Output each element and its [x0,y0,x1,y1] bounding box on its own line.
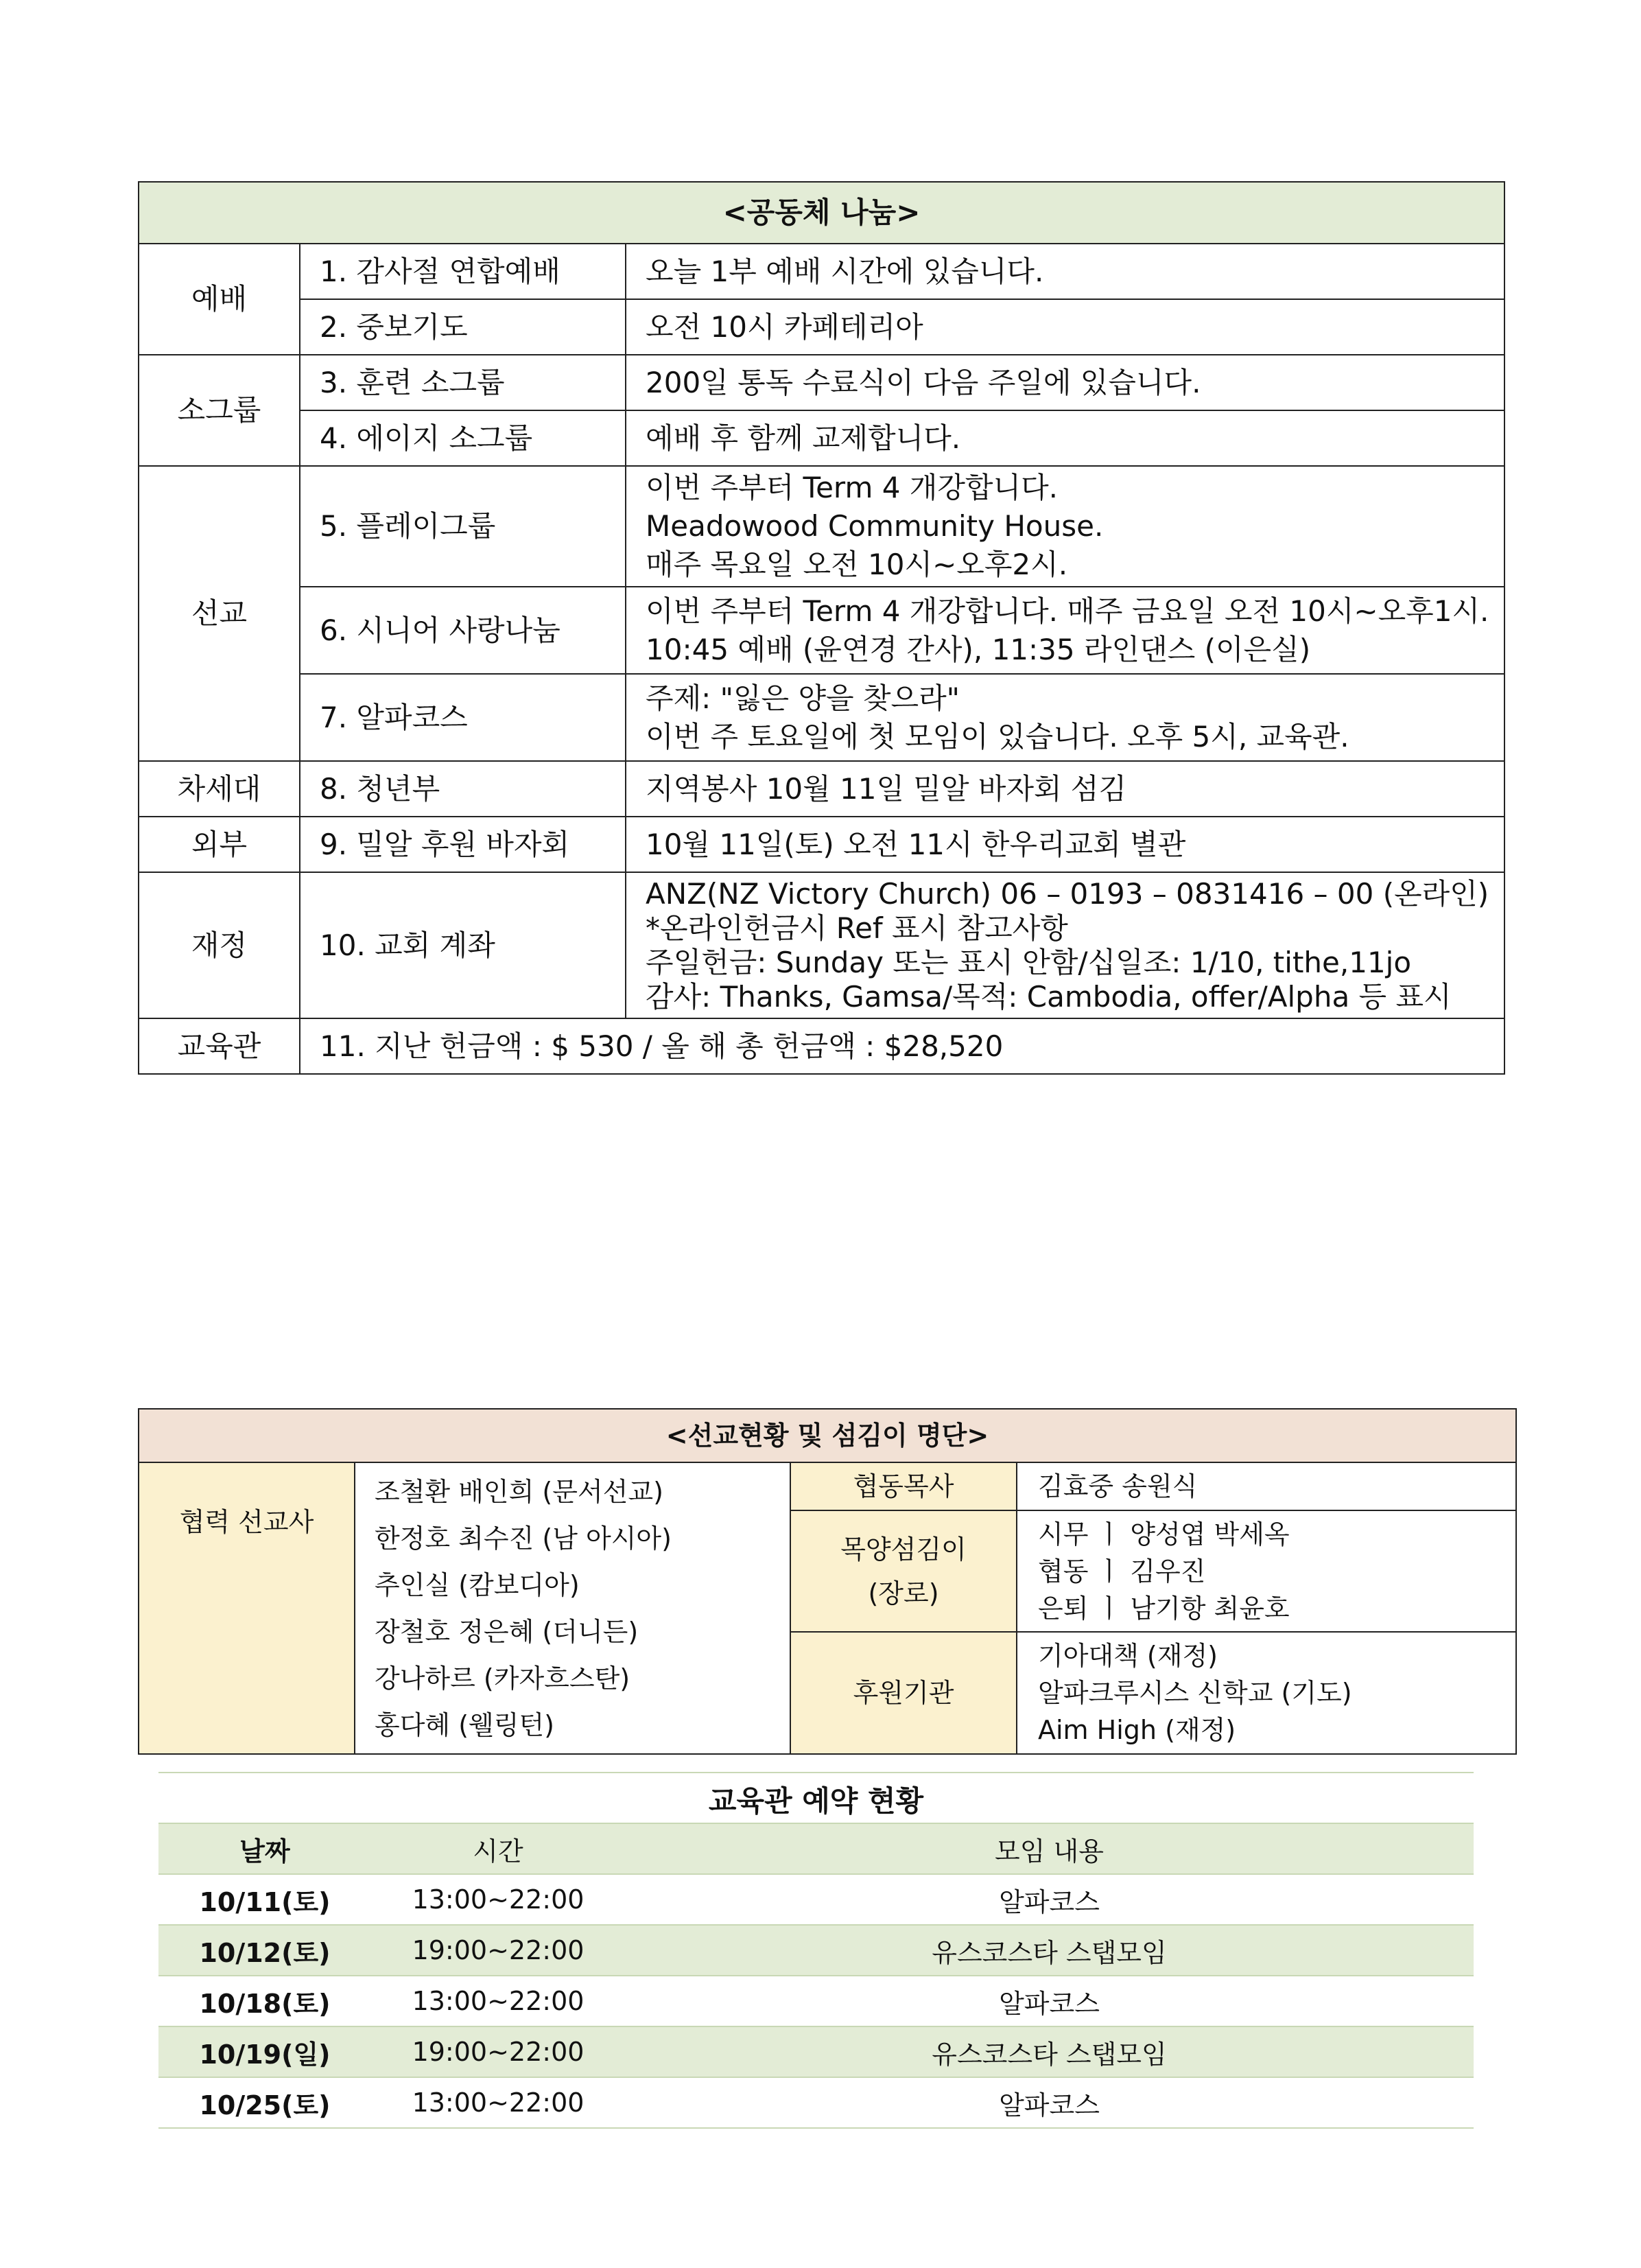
support-label: 후원기관 [790,1632,1017,1754]
item-senior: 6. 시니어 사랑나눔 [300,587,626,674]
item-youth: 8. 청년부 [300,761,626,817]
row-content: 유스코스타 스탭모임 [625,2026,1474,2077]
table-row [158,1925,1474,1976]
row-time: 13:00~22:00 [371,2077,625,2128]
item-intercession: 2. 중보기도 [300,299,626,355]
category-finance: 재정 [139,872,300,1018]
pastor-label: 협동목사 [790,1462,1017,1510]
item-alpha: 7. 알파코스 [300,674,626,761]
detail-playgroup: 이번 주부터 Term 4 개강합니다. Meadowood Community House. 매주 목요일 오전 10시~오후2시. [626,466,1504,587]
row-date: 10/25(토) [158,2077,371,2128]
header-content: 모임 내용 [625,1823,1474,1874]
row-content: 알파코스 [999,1886,1100,1917]
table-row [158,1976,1474,2026]
table-row [158,1874,1474,1925]
detail-intercession: 오전 10시 카페테리아 [626,299,1504,355]
row-content: 알파코스 [999,1988,1100,2019]
row-date: 10/12(토) [158,1925,371,1976]
reservations-table [158,1823,1474,2129]
category-mission: 선교 [139,466,300,761]
missions-title: <선교현황 및 섬김이 명단> [139,1409,1516,1462]
detail-age-group: 예배 후 함께 교제합니다. [626,410,1504,466]
support-list: 기아대책 (재정) 알파크루시스 신학교 (기도) Aim High (재정) [1017,1632,1516,1754]
row-content: 유스코스타 스탭모임 [625,1925,1474,1976]
item-age-group: 4. 에이지 소그룹 [300,410,626,466]
detail-youth: 지역봉사 10월 11일 밀알 바자회 섬김 [626,761,1504,817]
row-time: 19:00~22:00 [371,1925,625,1976]
item-bazaar: 9. 밀알 후원 바자회 [300,817,626,872]
item-thanksgiving: 1. 감사절 연합예배 [300,244,626,299]
item-bank-account: 10. 교회 계좌 [300,872,626,1018]
header-time: 시간 [371,1823,625,1874]
item-training-group: 3. 훈련 소그룹 [300,355,626,410]
community-table [138,181,1505,1075]
row-date: 10/18(토) [199,1988,331,2019]
category-worship: 예배 [139,244,300,355]
pastor-names: 김효중 송원식 [1017,1462,1516,1510]
item-playgroup: 5. 플레이그룹 [300,466,626,587]
category-external: 외부 [139,817,300,872]
table-row [158,2077,1474,2128]
category-smallgroup: 소그룹 [139,355,300,466]
community-title: <공동체 나눔> [139,182,1504,244]
reservations-title: 교육관 예약 현황 [158,1772,1474,1824]
missions-table [138,1408,1517,1755]
row-content: 알파코스 [625,2077,1474,2128]
detail-senior: 이번 주부터 Term 4 개강합니다. 매주 금요일 오전 10시~오후1시. 10:45 예배 (윤연경 간사), 11:35 라인댄스 (이은실) [626,587,1504,674]
category-education-hall: 교육관 [139,1018,300,1074]
detail-training-group: 200일 통독 수료식이 다음 주일에 있습니다. [626,355,1504,410]
table-row [158,2026,1474,2077]
category-nextgen: 차세대 [139,761,300,817]
detail-thanksgiving: 오늘 1부 예배 시간에 있습니다. [626,244,1504,299]
row-date: 10/11(토) [199,1886,331,1917]
row-time: 13:00~22:00 [412,1986,585,2016]
row-time: 13:00~22:00 [412,1884,585,1915]
row-date: 10/19(일) [158,2026,371,2077]
detail-bank-account: ANZ(NZ Victory Church) 06 – 0193 – 0831416 – 00 (온라인) *온라인헌금시 Ref 표시 참고사항 주일헌금: Sunday 또는 표시 안함/십일조: 1/10, tithe,11jo 감사: Thanks, Gamsa/목적: Cambodia, offer/Alpha 등 표시 [626,872,1504,1018]
row-time: 19:00~22:00 [371,2026,625,2077]
partner-label: 협력 선교사 [139,1462,355,1754]
header-date: 날짜 [158,1823,371,1874]
elders-label: 목양섬김이 (장로) [790,1510,1017,1632]
detail-alpha: 주제: "잃은 양을 찾으라" 이번 주 토요일에 첫 모임이 있습니다. 오후 5시, 교육관. [626,674,1504,761]
offering-summary: 11. 지난 헌금액 : $ 530 / 올 해 총 헌금액 : $28,520 [300,1018,1504,1074]
elders-list: 시무 ㅣ 양성엽 박세옥 협동 ㅣ 김우진 은퇴 ㅣ 남기항 최윤호 [1017,1510,1516,1632]
partner-list: 조철환 배인희 (문서선교) 한정호 최수진 (남 아시아) 추인실 (캄보디아) 장철호 정은혜 (더니든) 강나하르 (카자흐스탄) 홍다혜 (웰링턴) [355,1462,790,1754]
detail-bazaar: 10월 11일(토) 오전 11시 한우리교회 별관 [626,817,1504,872]
